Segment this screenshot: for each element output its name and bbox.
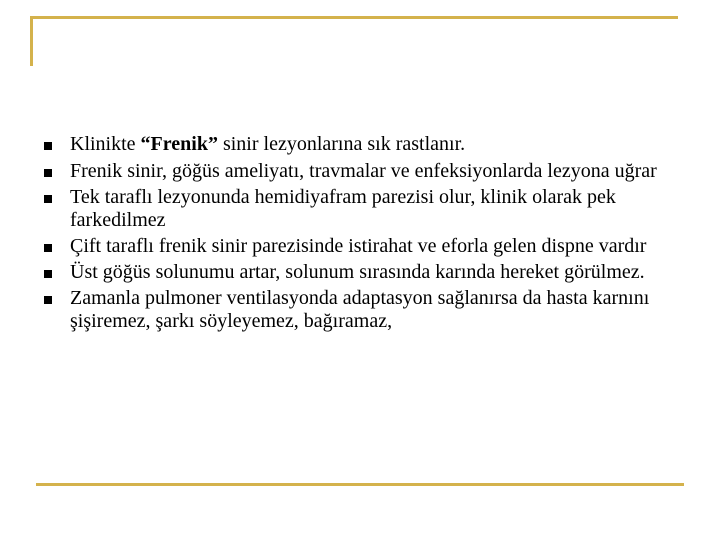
left-accent-line xyxy=(30,16,33,66)
square-bullet-icon xyxy=(44,142,52,150)
list-item xyxy=(44,287,684,333)
square-bullet-icon xyxy=(44,296,52,304)
square-bullet-icon xyxy=(44,169,52,177)
list-item xyxy=(44,186,684,232)
list-item-text: Tek taraflı lezyonunda hemidiyafram parezisi olur, klinik olarak pek farkedilmez xyxy=(70,186,616,231)
list-item xyxy=(44,133,684,156)
list-item-text: Zamanla pulmoner ventilasyonda adaptasyon sağlanırsa da hasta karnını şişiremez, şarkı söyleyemez, bağıramaz, xyxy=(70,287,650,332)
square-bullet-icon xyxy=(44,244,52,252)
bottom-accent-line xyxy=(36,483,684,486)
list-item-text: Çift taraflı frenik sinir parezisinde istirahat ve eforla gelen dispne vardır xyxy=(70,235,647,257)
list-item-text: Üst göğüs solunumu artar, solunum sırasında karında hereket görülmez. xyxy=(70,261,645,283)
square-bullet-icon xyxy=(44,270,52,278)
list-item-text: Klinikte “Frenik” sinir lezyonlarına sık rastlanır. xyxy=(70,133,466,155)
list-item xyxy=(44,160,684,183)
bullet-list xyxy=(44,133,684,333)
top-accent-line xyxy=(30,16,678,19)
list-item xyxy=(44,261,684,284)
square-bullet-icon xyxy=(44,195,52,203)
list-item-text: Frenik sinir, göğüs ameliyatı, travmalar ve enfeksiyonlarda lezyona uğrar xyxy=(70,160,657,182)
list-item xyxy=(44,235,684,258)
